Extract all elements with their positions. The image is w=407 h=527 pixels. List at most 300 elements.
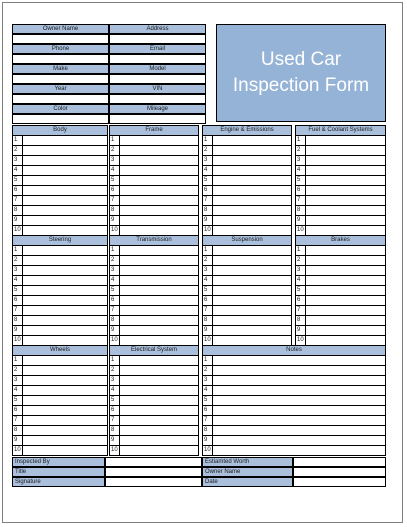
checklist-entry[interactable] bbox=[23, 406, 107, 415]
checklist-entry[interactable] bbox=[120, 206, 198, 215]
frame-header: Frame bbox=[110, 126, 198, 136]
checklist-entry[interactable] bbox=[306, 266, 385, 275]
row-number: 10 bbox=[296, 336, 306, 346]
notes-line[interactable] bbox=[213, 396, 385, 405]
year-field[interactable] bbox=[12, 94, 109, 104]
checklist-entry[interactable] bbox=[213, 136, 291, 145]
body-section bbox=[12, 125, 108, 236]
owner-name-field[interactable] bbox=[293, 467, 386, 477]
row-number: 2 bbox=[110, 256, 120, 265]
checklist-row bbox=[13, 156, 107, 166]
checklist-entry[interactable] bbox=[120, 186, 198, 195]
checklist-row bbox=[13, 146, 107, 156]
checklist-entry[interactable] bbox=[306, 186, 385, 195]
row-number: 3 bbox=[203, 266, 213, 275]
checklist-row bbox=[13, 166, 107, 176]
checklist-entry[interactable] bbox=[306, 216, 385, 225]
row-number: 1 bbox=[296, 246, 306, 255]
checklist-entry[interactable] bbox=[306, 256, 385, 265]
row-number: 1 bbox=[13, 136, 23, 145]
checklist-entry[interactable] bbox=[120, 266, 198, 275]
steering-header: Steering bbox=[13, 236, 107, 246]
checklist-entry[interactable] bbox=[23, 206, 107, 215]
checklist-entry[interactable] bbox=[23, 186, 107, 195]
row-number: 3 bbox=[110, 156, 120, 165]
row-number: 3 bbox=[296, 156, 306, 165]
row-number: 5 bbox=[203, 286, 213, 295]
checklist-entry[interactable] bbox=[23, 316, 107, 325]
checklist-entry[interactable] bbox=[23, 326, 107, 335]
checklist-row bbox=[203, 256, 291, 266]
checklist-entry[interactable] bbox=[213, 176, 291, 185]
row-number: 6 bbox=[110, 406, 120, 415]
address-field[interactable] bbox=[109, 34, 206, 44]
row-number: 1 bbox=[203, 246, 213, 255]
row-number: 5 bbox=[110, 396, 120, 405]
checklist-row bbox=[110, 276, 198, 286]
row-number: 4 bbox=[13, 166, 23, 175]
engine-and-emissions-section bbox=[202, 125, 292, 236]
model-label: Model bbox=[109, 64, 206, 74]
phone-label: Phone bbox=[12, 44, 109, 54]
checklist-entry[interactable] bbox=[23, 146, 107, 155]
checklist-row bbox=[110, 136, 198, 146]
checklist-entry[interactable] bbox=[120, 166, 198, 175]
wheels-section bbox=[12, 345, 108, 456]
checklist-row bbox=[203, 416, 385, 426]
checklist-row bbox=[13, 136, 107, 146]
checklist-row bbox=[13, 426, 107, 436]
checklist-entry[interactable] bbox=[23, 426, 107, 435]
checklist-row bbox=[13, 206, 107, 216]
checklist-row bbox=[13, 436, 107, 446]
checklist-row bbox=[13, 216, 107, 226]
row-number: 2 bbox=[13, 256, 23, 265]
checklist-entry[interactable] bbox=[306, 276, 385, 285]
row-number: 10 bbox=[203, 336, 213, 346]
date-field[interactable] bbox=[293, 477, 386, 487]
row-number: 2 bbox=[13, 366, 23, 375]
checklist-entry[interactable] bbox=[23, 306, 107, 315]
checklist-entry[interactable] bbox=[23, 156, 107, 165]
estiamted-worth-field[interactable] bbox=[293, 457, 386, 467]
suspension-header: Suspension bbox=[203, 236, 291, 246]
checklist-entry[interactable] bbox=[213, 256, 291, 265]
checklist-entry[interactable] bbox=[23, 246, 107, 255]
checklist-entry[interactable] bbox=[213, 246, 291, 255]
checklist-row bbox=[203, 426, 385, 436]
row-number: 10 bbox=[13, 336, 23, 346]
row-number: 5 bbox=[203, 176, 213, 185]
checklist-row bbox=[110, 156, 198, 166]
suspension-section bbox=[202, 235, 292, 346]
row-number: 5 bbox=[13, 396, 23, 405]
checklist-row bbox=[110, 426, 198, 436]
row-number: 5 bbox=[13, 176, 23, 185]
notes-line[interactable] bbox=[213, 436, 385, 445]
checklist-row bbox=[203, 136, 291, 146]
checklist-entry[interactable] bbox=[213, 306, 291, 315]
checklist-entry[interactable] bbox=[120, 286, 198, 295]
checklist-row bbox=[110, 146, 198, 156]
row-number: 4 bbox=[110, 276, 120, 285]
checklist-entry[interactable] bbox=[23, 436, 107, 445]
row-number: 10 bbox=[13, 446, 23, 456]
signature-field[interactable] bbox=[105, 477, 202, 487]
color-label: Color bbox=[12, 104, 109, 114]
steering-section bbox=[12, 235, 108, 346]
checklist-entry[interactable] bbox=[213, 196, 291, 205]
row-number: 8 bbox=[13, 206, 23, 215]
year-label: Year bbox=[12, 84, 109, 94]
form-title: Used Car Inspection Form bbox=[232, 49, 370, 96]
checklist-entry[interactable] bbox=[120, 406, 198, 415]
notes-line[interactable] bbox=[213, 406, 385, 415]
checklist-entry[interactable] bbox=[213, 316, 291, 325]
checklist-entry[interactable] bbox=[213, 296, 291, 305]
checklist-row bbox=[203, 286, 291, 296]
row-number: 7 bbox=[110, 306, 120, 315]
checklist-row bbox=[203, 186, 291, 196]
checklist-row bbox=[110, 316, 198, 326]
owner-name-label: Owner Name bbox=[202, 467, 293, 477]
row-number: 8 bbox=[13, 426, 23, 435]
make-field[interactable] bbox=[12, 74, 109, 84]
checklist-entry[interactable] bbox=[120, 306, 198, 315]
checklist-entry[interactable] bbox=[120, 136, 198, 145]
checklist-row bbox=[296, 306, 385, 316]
checklist-entry[interactable] bbox=[23, 356, 107, 365]
row-number: 2 bbox=[203, 256, 213, 265]
checklist-entry[interactable] bbox=[23, 386, 107, 395]
checklist-entry[interactable] bbox=[120, 256, 198, 265]
checklist-entry[interactable] bbox=[306, 286, 385, 295]
row-number: 6 bbox=[13, 406, 23, 415]
notes-line[interactable] bbox=[213, 366, 385, 375]
checklist-row bbox=[110, 306, 198, 316]
checklist-row bbox=[203, 326, 291, 336]
checklist-entry[interactable] bbox=[306, 146, 385, 155]
checklist-row bbox=[110, 366, 198, 376]
row-number: 6 bbox=[296, 186, 306, 195]
row-number: 10 bbox=[13, 226, 23, 236]
checklist-row bbox=[296, 316, 385, 326]
checklist-entry[interactable] bbox=[120, 396, 198, 405]
checklist-entry[interactable] bbox=[23, 136, 107, 145]
row-number: 9 bbox=[13, 216, 23, 225]
checklist-entry[interactable] bbox=[306, 326, 385, 335]
row-number: 9 bbox=[203, 436, 213, 445]
checklist-entry[interactable] bbox=[120, 146, 198, 155]
row-number: 3 bbox=[13, 266, 23, 275]
row-number: 7 bbox=[110, 416, 120, 425]
checklist-row bbox=[203, 246, 291, 256]
checklist-entry[interactable] bbox=[120, 386, 198, 395]
checklist-entry[interactable] bbox=[213, 166, 291, 175]
email-field[interactable] bbox=[109, 54, 206, 64]
notes-section bbox=[202, 345, 386, 456]
checklist-entry[interactable] bbox=[23, 366, 107, 375]
checklist-row bbox=[203, 166, 291, 176]
checklist-entry[interactable] bbox=[23, 416, 107, 425]
row-number: 9 bbox=[296, 216, 306, 225]
row-number: 1 bbox=[13, 246, 23, 255]
checklist-row bbox=[203, 376, 385, 386]
row-number: 1 bbox=[13, 356, 23, 365]
row-number: 1 bbox=[110, 136, 120, 145]
row-number: 3 bbox=[203, 156, 213, 165]
row-number: 7 bbox=[13, 416, 23, 425]
checklist-entry[interactable] bbox=[23, 166, 107, 175]
title-box bbox=[216, 24, 386, 122]
phone-field[interactable] bbox=[12, 54, 109, 64]
checklist-entry[interactable] bbox=[120, 276, 198, 285]
checklist-entry[interactable] bbox=[213, 216, 291, 225]
owner-name-field[interactable] bbox=[12, 34, 109, 44]
checklist-row bbox=[110, 386, 198, 396]
checklist-entry[interactable] bbox=[120, 216, 198, 225]
row-number: 9 bbox=[110, 326, 120, 335]
checklist-entry[interactable] bbox=[120, 246, 198, 255]
row-number: 8 bbox=[296, 316, 306, 325]
checklist-row bbox=[110, 176, 198, 186]
checklist-entry[interactable] bbox=[306, 306, 385, 315]
vin-field[interactable] bbox=[109, 94, 206, 104]
checklist-entry[interactable] bbox=[213, 286, 291, 295]
row-number: 9 bbox=[13, 326, 23, 335]
checklist-row bbox=[110, 376, 198, 386]
checklist-row bbox=[110, 286, 198, 296]
checklist-entry[interactable] bbox=[120, 366, 198, 375]
checklist-entry[interactable] bbox=[120, 416, 198, 425]
checklist-row bbox=[13, 256, 107, 266]
checklist-row bbox=[110, 246, 198, 256]
row-number: 4 bbox=[110, 386, 120, 395]
row-number: 7 bbox=[110, 196, 120, 205]
checklist-row bbox=[110, 326, 198, 336]
checklist-row bbox=[296, 256, 385, 266]
fuel-and-coolant-systems-section bbox=[295, 125, 386, 236]
checklist-entry[interactable] bbox=[23, 216, 107, 225]
mileage-label: Mileage bbox=[109, 104, 206, 114]
checklist-entry[interactable] bbox=[23, 286, 107, 295]
notes-line[interactable] bbox=[213, 386, 385, 395]
signature-label: Signature bbox=[12, 477, 105, 487]
checklist-row bbox=[13, 416, 107, 426]
checklist-entry[interactable] bbox=[120, 156, 198, 165]
checklist-row bbox=[203, 436, 385, 446]
fuel-and-coolant-systems-header: Fuel & Coolant Systems bbox=[296, 126, 385, 136]
checklist-entry[interactable] bbox=[306, 196, 385, 205]
row-number: 3 bbox=[110, 376, 120, 385]
row-number: 3 bbox=[203, 376, 213, 385]
transmission-section bbox=[109, 235, 199, 346]
checklist-row bbox=[296, 276, 385, 286]
checklist-entry[interactable] bbox=[23, 256, 107, 265]
title-field[interactable] bbox=[105, 467, 202, 477]
row-number: 4 bbox=[296, 166, 306, 175]
notes-line[interactable] bbox=[213, 416, 385, 425]
checklist-row bbox=[296, 206, 385, 216]
row-number: 8 bbox=[203, 426, 213, 435]
checklist-entry[interactable] bbox=[23, 266, 107, 275]
inspected-by-field[interactable] bbox=[105, 457, 202, 467]
checklist-entry[interactable] bbox=[23, 446, 107, 456]
row-number: 3 bbox=[110, 266, 120, 275]
row-number: 4 bbox=[13, 276, 23, 285]
make-label: Make bbox=[12, 64, 109, 74]
mileage-field[interactable] bbox=[109, 114, 206, 124]
row-number: 6 bbox=[203, 406, 213, 415]
estiamted-worth-label: Estiamted Worth bbox=[202, 457, 293, 467]
checklist-row bbox=[203, 266, 291, 276]
notes-line[interactable] bbox=[213, 356, 385, 365]
checklist-row bbox=[13, 326, 107, 336]
checklist-row bbox=[110, 356, 198, 366]
row-number: 2 bbox=[110, 146, 120, 155]
checklist-row bbox=[13, 316, 107, 326]
checklist-entry[interactable] bbox=[120, 296, 198, 305]
row-number: 8 bbox=[13, 316, 23, 325]
frame-section bbox=[109, 125, 199, 236]
checklist-entry[interactable] bbox=[23, 196, 107, 205]
row-number: 5 bbox=[203, 396, 213, 405]
row-number: 9 bbox=[203, 326, 213, 335]
checklist-entry[interactable] bbox=[306, 246, 385, 255]
checklist-row bbox=[296, 136, 385, 146]
inspected-by-label: Inspected By bbox=[12, 457, 105, 467]
checklist-entry[interactable] bbox=[120, 196, 198, 205]
checklist-entry[interactable] bbox=[120, 326, 198, 335]
checklist-row bbox=[296, 326, 385, 336]
checklist-entry[interactable] bbox=[213, 206, 291, 215]
electrical-system-section bbox=[109, 345, 199, 456]
row-number: 4 bbox=[110, 166, 120, 175]
checklist-row bbox=[203, 366, 385, 376]
checklist-entry[interactable] bbox=[306, 156, 385, 165]
row-number: 1 bbox=[110, 356, 120, 365]
checklist-row bbox=[203, 386, 385, 396]
row-number: 8 bbox=[110, 426, 120, 435]
checklist-entry[interactable] bbox=[306, 166, 385, 175]
row-number: 7 bbox=[203, 306, 213, 315]
row-number: 7 bbox=[296, 196, 306, 205]
checklist-row bbox=[296, 196, 385, 206]
checklist-entry[interactable] bbox=[120, 356, 198, 365]
checklist-entry[interactable] bbox=[120, 376, 198, 385]
checklist-entry[interactable] bbox=[120, 446, 198, 456]
checklist-entry[interactable] bbox=[120, 316, 198, 325]
checklist-row bbox=[203, 176, 291, 186]
checklist-row bbox=[296, 156, 385, 166]
row-number: 9 bbox=[110, 216, 120, 225]
row-number: 2 bbox=[13, 146, 23, 155]
checklist-row bbox=[203, 216, 291, 226]
checklist-entry[interactable] bbox=[306, 296, 385, 305]
checklist-row bbox=[203, 206, 291, 216]
checklist-entry[interactable] bbox=[213, 146, 291, 155]
brakes-header: Brakes bbox=[296, 236, 385, 246]
checklist-row bbox=[203, 146, 291, 156]
row-number: 1 bbox=[203, 356, 213, 365]
checklist-entry[interactable] bbox=[23, 176, 107, 185]
checklist-entry[interactable] bbox=[213, 326, 291, 335]
row-number: 8 bbox=[110, 206, 120, 215]
checklist-row bbox=[110, 396, 198, 406]
checklist-row bbox=[203, 316, 291, 326]
checklist-entry[interactable] bbox=[120, 426, 198, 435]
checklist-entry[interactable] bbox=[213, 156, 291, 165]
checklist-entry[interactable] bbox=[213, 266, 291, 275]
checklist-entry[interactable] bbox=[306, 316, 385, 325]
checklist-entry[interactable] bbox=[120, 176, 198, 185]
row-number: 9 bbox=[296, 326, 306, 335]
row-number: 4 bbox=[203, 276, 213, 285]
notes-line[interactable] bbox=[213, 446, 385, 456]
checklist-row bbox=[13, 396, 107, 406]
notes-line[interactable] bbox=[213, 376, 385, 385]
checklist-row bbox=[203, 356, 385, 366]
row-number: 4 bbox=[203, 166, 213, 175]
checklist-row bbox=[13, 446, 107, 456]
row-number: 4 bbox=[296, 276, 306, 285]
checklist-row bbox=[110, 206, 198, 216]
checklist-row bbox=[203, 406, 385, 416]
model-field[interactable] bbox=[109, 74, 206, 84]
checklist-entry[interactable] bbox=[213, 276, 291, 285]
checklist-entry[interactable] bbox=[306, 136, 385, 145]
checklist-row bbox=[13, 386, 107, 396]
row-number: 10 bbox=[110, 336, 120, 346]
checklist-row bbox=[13, 276, 107, 286]
row-number: 1 bbox=[110, 246, 120, 255]
row-number: 5 bbox=[110, 286, 120, 295]
checklist-row bbox=[13, 306, 107, 316]
checklist-entry[interactable] bbox=[120, 436, 198, 445]
color-field[interactable] bbox=[12, 114, 109, 124]
checklist-entry[interactable] bbox=[23, 396, 107, 405]
checklist-row bbox=[110, 166, 198, 176]
checklist-entry[interactable] bbox=[23, 376, 107, 385]
email-label: Email bbox=[109, 44, 206, 54]
row-number: 5 bbox=[110, 176, 120, 185]
checklist-entry[interactable] bbox=[23, 276, 107, 285]
checklist-row bbox=[296, 166, 385, 176]
checklist-row bbox=[203, 296, 291, 306]
wheels-header: Wheels bbox=[13, 346, 107, 356]
checklist-entry[interactable] bbox=[306, 206, 385, 215]
checklist-row bbox=[110, 256, 198, 266]
checklist-entry[interactable] bbox=[213, 186, 291, 195]
row-number: 5 bbox=[13, 286, 23, 295]
address-label: Address bbox=[109, 24, 206, 34]
checklist-row bbox=[110, 436, 198, 446]
row-number: 10 bbox=[203, 446, 213, 456]
checklist-row bbox=[203, 396, 385, 406]
row-number: 6 bbox=[13, 296, 23, 305]
checklist-row bbox=[110, 216, 198, 226]
row-number: 1 bbox=[203, 136, 213, 145]
checklist-entry[interactable] bbox=[306, 176, 385, 185]
checklist-row bbox=[203, 446, 385, 456]
notes-line[interactable] bbox=[213, 426, 385, 435]
checklist-row bbox=[296, 246, 385, 256]
row-number: 7 bbox=[13, 196, 23, 205]
checklist-entry[interactable] bbox=[23, 296, 107, 305]
row-number: 8 bbox=[203, 316, 213, 325]
checklist-row bbox=[13, 186, 107, 196]
row-number: 8 bbox=[296, 206, 306, 215]
